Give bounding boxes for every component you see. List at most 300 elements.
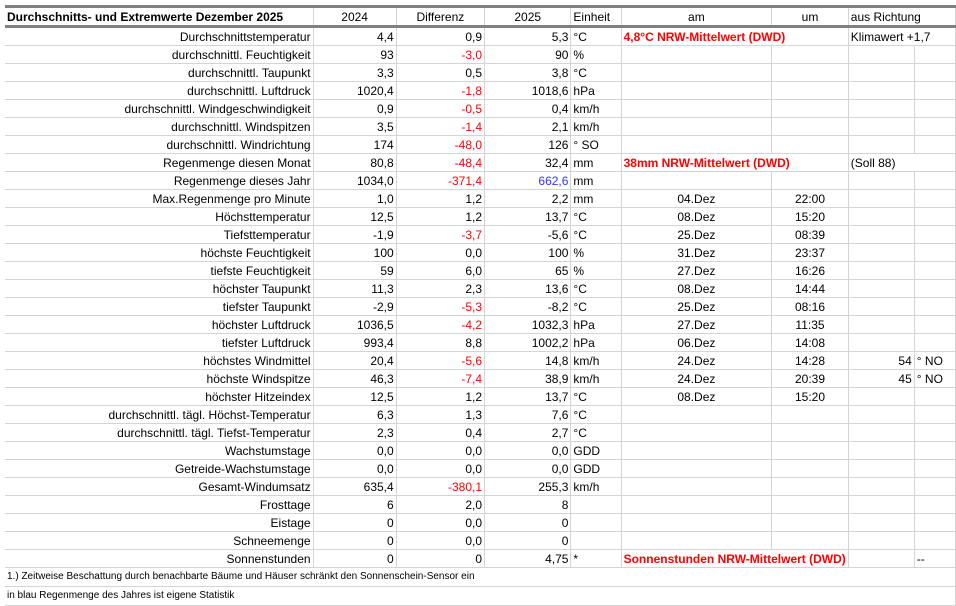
wind-direction-label: ° NO (914, 352, 955, 370)
value-2025: 32,4 (485, 154, 571, 172)
table-row (5, 46, 956, 64)
value-unit (571, 532, 621, 550)
row-label: durchschnittl. tägl. Höchst-Temperatur (5, 406, 313, 424)
value-2025: 1018,6 (485, 82, 571, 100)
value-2025: 65 (485, 262, 571, 280)
table-row (5, 532, 956, 550)
value-unit (571, 496, 621, 514)
row-label: Getreide-Wachstumstage (5, 460, 313, 478)
value-unit: hPa (571, 316, 621, 334)
row-label: Frosttage (5, 496, 313, 514)
value-difference: 1,2 (396, 208, 484, 226)
row-label: Max.Regenmenge pro Minute (5, 190, 313, 208)
wind-direction-degrees (848, 496, 914, 514)
wind-direction-label (914, 388, 955, 406)
row-label: durchschnittl. Feuchtigkeit (5, 46, 313, 64)
value-date: 08.Dez (621, 280, 772, 298)
wind-direction-label (914, 406, 955, 424)
wind-direction-label (914, 496, 955, 514)
value-2024: 0 (313, 514, 396, 532)
value-unit: mm (571, 190, 621, 208)
wind-direction-label (914, 136, 955, 154)
wind-direction-degrees (848, 172, 914, 190)
value-2025: 1002,2 (485, 334, 571, 352)
value-2024: 11,3 (313, 280, 396, 298)
value-2025: 0,4 (485, 100, 571, 118)
footnote-blue-legend: in blau Regenmenge des Jahres ist eigene Statistik (5, 587, 956, 606)
value-2025: 2,2 (485, 190, 571, 208)
wind-direction-degrees (848, 514, 914, 532)
wind-direction-label (914, 532, 955, 550)
table-row (5, 316, 956, 334)
value-2024: 12,5 (313, 388, 396, 406)
footnote-sensor: 1.) Zeitweise Beschattung durch benachbarte Bäume und Häuser schränkt den Sonnenschein-Sensor ein (5, 568, 956, 587)
value-difference: -4,2 (396, 316, 484, 334)
value-time: 16:26 (772, 262, 849, 280)
wind-direction-label (914, 64, 955, 82)
value-time: 15:20 (772, 388, 849, 406)
value-2025: -8,2 (485, 298, 571, 316)
value-2025: 5,3 (485, 27, 571, 46)
row-label: höchster Luftdruck (5, 316, 313, 334)
value-2025: 1032,3 (485, 316, 571, 334)
table-row (5, 226, 956, 244)
wind-direction-degrees (848, 64, 914, 82)
value-difference: 1,3 (396, 406, 484, 424)
wind-direction-label (914, 334, 955, 352)
wind-direction-degrees (848, 460, 914, 478)
table-row (5, 64, 956, 82)
value-2024: 0,0 (313, 460, 396, 478)
wind-direction-degrees (848, 136, 914, 154)
value-time (772, 514, 849, 532)
value-time: 15:20 (772, 208, 849, 226)
wind-direction-label (914, 118, 955, 136)
value-date: 08.Dez (621, 388, 772, 406)
value-difference: 0 (396, 550, 484, 568)
wind-direction-label (914, 316, 955, 334)
col-header-2024: 2024 (313, 7, 396, 27)
table-row (5, 172, 956, 190)
value-date: 24.Dez (621, 352, 772, 370)
table-row (5, 334, 956, 352)
value-date (621, 100, 772, 118)
value-2024: -2,9 (313, 298, 396, 316)
value-difference: -0,5 (396, 100, 484, 118)
row-label: höchster Hitzeindex (5, 388, 313, 406)
col-header-um: um (772, 7, 849, 27)
wind-direction-label (914, 280, 955, 298)
value-unit: °C (571, 406, 621, 424)
value-2025: 14,8 (485, 352, 571, 370)
value-time (772, 100, 849, 118)
value-difference: 0,0 (396, 442, 484, 460)
value-time (772, 532, 849, 550)
value-unit: °C (571, 226, 621, 244)
row-label: höchste Feuchtigkeit (5, 244, 313, 262)
value-difference: 0,0 (396, 532, 484, 550)
wind-direction-label (914, 262, 955, 280)
wind-direction-label (914, 442, 955, 460)
wind-direction-degrees (848, 388, 914, 406)
table-row (5, 496, 956, 514)
wind-direction-label (914, 100, 955, 118)
table-row (5, 550, 956, 568)
value-2025: 13,7 (485, 388, 571, 406)
value-2025: -5,6 (485, 226, 571, 244)
value-2025: 2,1 (485, 118, 571, 136)
value-unit: ° SO (571, 136, 621, 154)
wind-direction-degrees (848, 46, 914, 64)
value-date (621, 496, 772, 514)
value-2024: 2,3 (313, 424, 396, 442)
table-row (5, 478, 956, 496)
value-date (621, 424, 772, 442)
value-time (772, 46, 849, 64)
table-row (5, 442, 956, 460)
value-difference: 2,3 (396, 280, 484, 298)
value-difference: -48,4 (396, 154, 484, 172)
value-2025: 0,0 (485, 442, 571, 460)
row-label: tiefster Taupunkt (5, 298, 313, 316)
wind-direction-label (914, 460, 955, 478)
row-label: durchschnittl. Windspitzen (5, 118, 313, 136)
value-2024: 3,5 (313, 118, 396, 136)
table-row (5, 460, 956, 478)
dwd-note: 4,8°C NRW-Mittelwert (DWD) (621, 27, 848, 46)
row-label: Gesamt-Windumsatz (5, 478, 313, 496)
value-2024: 1,0 (313, 190, 396, 208)
value-time (772, 118, 849, 136)
value-2025: 13,7 (485, 208, 571, 226)
value-unit: °C (571, 64, 621, 82)
value-2025: 4,75 (485, 550, 571, 568)
value-2024: -1,9 (313, 226, 396, 244)
value-2024: 1036,5 (313, 316, 396, 334)
value-difference: 0,0 (396, 244, 484, 262)
value-date (621, 442, 772, 460)
value-unit: % (571, 244, 621, 262)
value-date (621, 136, 772, 154)
value-unit: °C (571, 208, 621, 226)
wind-direction-degrees (848, 316, 914, 334)
value-2025: 100 (485, 244, 571, 262)
row-label: Höchsttemperatur (5, 208, 313, 226)
table-row (5, 352, 956, 370)
value-date (621, 82, 772, 100)
wind-direction-label (914, 298, 955, 316)
wind-direction-label (914, 478, 955, 496)
value-date (621, 172, 772, 190)
value-unit: GDD (571, 460, 621, 478)
table-row (5, 424, 956, 442)
value-time: 08:16 (772, 298, 849, 316)
value-date (621, 514, 772, 532)
value-2024: 100 (313, 244, 396, 262)
value-2024: 93 (313, 46, 396, 64)
row-label: durchschnittl. Windgeschwindigkeit (5, 100, 313, 118)
value-time (772, 82, 849, 100)
value-difference: 0,0 (396, 460, 484, 478)
value-unit: °C (571, 298, 621, 316)
value-unit: hPa (571, 82, 621, 100)
value-unit: °C (571, 388, 621, 406)
value-unit: mm (571, 172, 621, 190)
row-label: tiefste Feuchtigkeit (5, 262, 313, 280)
value-time: 20:39 (772, 370, 849, 388)
value-time (772, 64, 849, 82)
value-2024: 0,0 (313, 442, 396, 460)
value-unit (571, 514, 621, 532)
value-2024: 6,3 (313, 406, 396, 424)
value-2025: 8 (485, 496, 571, 514)
wind-direction-degrees (848, 82, 914, 100)
footer-row (5, 568, 956, 587)
table-row (5, 118, 956, 136)
value-date (621, 118, 772, 136)
value-difference: -5,3 (396, 298, 484, 316)
value-2025: 90 (485, 46, 571, 64)
value-difference: 6,0 (396, 262, 484, 280)
row-label: Regenmenge diesen Monat (5, 154, 313, 172)
table-row (5, 406, 956, 424)
value-date (621, 64, 772, 82)
value-2024: 3,3 (313, 64, 396, 82)
header-row (5, 7, 956, 27)
wind-direction-label (914, 244, 955, 262)
wind-direction-degrees (848, 550, 914, 568)
table-row (5, 27, 956, 46)
wind-direction-degrees (848, 280, 914, 298)
value-unit: % (571, 46, 621, 64)
value-2024: 80,8 (313, 154, 396, 172)
value-unit: % (571, 262, 621, 280)
value-date: 25.Dez (621, 226, 772, 244)
value-date: 04.Dez (621, 190, 772, 208)
wind-direction-degrees (848, 424, 914, 442)
table-row (5, 100, 956, 118)
value-2025: 7,6 (485, 406, 571, 424)
value-difference: 0,4 (396, 424, 484, 442)
wind-direction-label (914, 208, 955, 226)
wind-direction-degrees (848, 118, 914, 136)
value-2025: 38,9 (485, 370, 571, 388)
value-2024: 0,9 (313, 100, 396, 118)
value-unit: km/h (571, 118, 621, 136)
col-header-2025: 2025 (485, 7, 571, 27)
wind-direction-degrees (848, 478, 914, 496)
value-date: 06.Dez (621, 334, 772, 352)
wind-direction-degrees (848, 226, 914, 244)
wind-direction-degrees (848, 208, 914, 226)
value-unit: mm (571, 154, 621, 172)
value-2024: 12,5 (313, 208, 396, 226)
table-row (5, 244, 956, 262)
value-time (772, 424, 849, 442)
value-2025: 0 (485, 532, 571, 550)
col-header-einheit: Einheit (571, 7, 621, 27)
value-time: 22:00 (772, 190, 849, 208)
wind-direction-degrees (848, 262, 914, 280)
value-difference: 1,2 (396, 190, 484, 208)
wind-direction-label (914, 190, 955, 208)
value-date (621, 46, 772, 64)
value-unit: °C (571, 424, 621, 442)
wind-direction-degrees (848, 244, 914, 262)
value-unit: km/h (571, 100, 621, 118)
value-time: 14:44 (772, 280, 849, 298)
value-2024: 174 (313, 136, 396, 154)
table-row (5, 280, 956, 298)
row-label: Regenmenge dieses Jahr (5, 172, 313, 190)
value-difference: 1,2 (396, 388, 484, 406)
wind-direction-label (914, 46, 955, 64)
value-date: 24.Dez (621, 370, 772, 388)
col-header-richtung: aus Richtung (848, 7, 955, 27)
value-2024: 1020,4 (313, 82, 396, 100)
footer-row (5, 587, 956, 606)
value-time: 11:35 (772, 316, 849, 334)
value-date (621, 406, 772, 424)
wind-direction-degrees (848, 298, 914, 316)
value-date: 25.Dez (621, 298, 772, 316)
dwd-note: 38mm NRW-Mittelwert (DWD) (621, 154, 848, 172)
value-difference: -371,4 (396, 172, 484, 190)
row-label: Wachstumstage (5, 442, 313, 460)
table-row (5, 514, 956, 532)
value-date (621, 460, 772, 478)
row-label: Schneemenge (5, 532, 313, 550)
row-label: durchschnittl. Luftdruck (5, 82, 313, 100)
table-row (5, 370, 956, 388)
wind-direction-degrees (848, 100, 914, 118)
extra-note: Klimawert +1,7 (848, 27, 955, 46)
value-2024: 0 (313, 532, 396, 550)
value-date: 31.Dez (621, 244, 772, 262)
page-title: Durchschnitts- und Extremwerte Dezember 2025 (5, 7, 313, 27)
value-2025: 0 (485, 514, 571, 532)
table-row (5, 298, 956, 316)
table-row (5, 82, 956, 100)
value-unit: * (571, 550, 621, 568)
value-difference: 0,9 (396, 27, 484, 46)
wind-direction-label: ° NO (914, 370, 955, 388)
row-label: Tiefsttemperatur (5, 226, 313, 244)
value-difference: -1,8 (396, 82, 484, 100)
value-2024: 59 (313, 262, 396, 280)
value-2024: 0 (313, 550, 396, 568)
wind-direction-label (914, 226, 955, 244)
value-difference: -3,7 (396, 226, 484, 244)
value-2024: 6 (313, 496, 396, 514)
value-2024: 635,4 (313, 478, 396, 496)
value-2024: 1034,0 (313, 172, 396, 190)
value-unit: hPa (571, 334, 621, 352)
table-row (5, 190, 956, 208)
value-time: 14:08 (772, 334, 849, 352)
value-unit: km/h (571, 478, 621, 496)
value-date: 27.Dez (621, 262, 772, 280)
value-time (772, 172, 849, 190)
value-2025: 0,0 (485, 460, 571, 478)
value-time (772, 406, 849, 424)
value-time: 23:37 (772, 244, 849, 262)
value-2024: 46,3 (313, 370, 396, 388)
value-time (772, 496, 849, 514)
value-2025: 255,3 (485, 478, 571, 496)
value-difference: -380,1 (396, 478, 484, 496)
wind-direction-degrees (848, 406, 914, 424)
value-2025: 126 (485, 136, 571, 154)
value-difference: -5,6 (396, 352, 484, 370)
value-difference: 8,8 (396, 334, 484, 352)
value-unit: GDD (571, 442, 621, 460)
wind-direction-degrees (848, 190, 914, 208)
wind-direction-label: -- (914, 550, 955, 568)
row-label: durchschnittl. Taupunkt (5, 64, 313, 82)
value-difference: -48,0 (396, 136, 484, 154)
value-date: 08.Dez (621, 208, 772, 226)
table-row (5, 262, 956, 280)
dwd-note: Sonnenstunden NRW-Mittelwert (DWD) (621, 550, 848, 568)
value-time (772, 136, 849, 154)
value-2024: 993,4 (313, 334, 396, 352)
value-time (772, 460, 849, 478)
col-header-differenz: Differenz (396, 7, 484, 27)
value-time (772, 478, 849, 496)
value-date: 27.Dez (621, 316, 772, 334)
value-unit: km/h (571, 352, 621, 370)
wind-direction-label (914, 172, 955, 190)
value-time: 14:28 (772, 352, 849, 370)
value-2025: 13,6 (485, 280, 571, 298)
col-header-am: am (621, 7, 772, 27)
value-2025: 662,6 (485, 172, 571, 190)
value-difference: 2,0 (396, 496, 484, 514)
weather-stats-table (5, 5, 956, 606)
table-row (5, 154, 956, 172)
wind-direction-label (914, 82, 955, 100)
value-2025: 3,8 (485, 64, 571, 82)
extra-note: (Soll 88) (848, 154, 955, 172)
row-label: Eistage (5, 514, 313, 532)
wind-direction-degrees: 45 (848, 370, 914, 388)
value-2024: 20,4 (313, 352, 396, 370)
value-unit: km/h (571, 370, 621, 388)
row-label: höchstes Windmittel (5, 352, 313, 370)
value-difference: -1,4 (396, 118, 484, 136)
value-difference: 0,0 (396, 514, 484, 532)
wind-direction-label (914, 514, 955, 532)
wind-direction-degrees: 54 (848, 352, 914, 370)
value-unit: °C (571, 27, 621, 46)
value-difference: -7,4 (396, 370, 484, 388)
row-label: höchste Windspitze (5, 370, 313, 388)
row-label: Durchschnittstemperatur (5, 27, 313, 46)
wind-direction-degrees (848, 532, 914, 550)
value-difference: 0,5 (396, 64, 484, 82)
value-date (621, 478, 772, 496)
wind-direction-label (914, 424, 955, 442)
table-row (5, 136, 956, 154)
table-row (5, 208, 956, 226)
value-time: 08:39 (772, 226, 849, 244)
value-difference: -3,0 (396, 46, 484, 64)
wind-direction-degrees (848, 442, 914, 460)
value-time (772, 442, 849, 460)
table-row (5, 388, 956, 406)
row-label: höchster Taupunkt (5, 280, 313, 298)
